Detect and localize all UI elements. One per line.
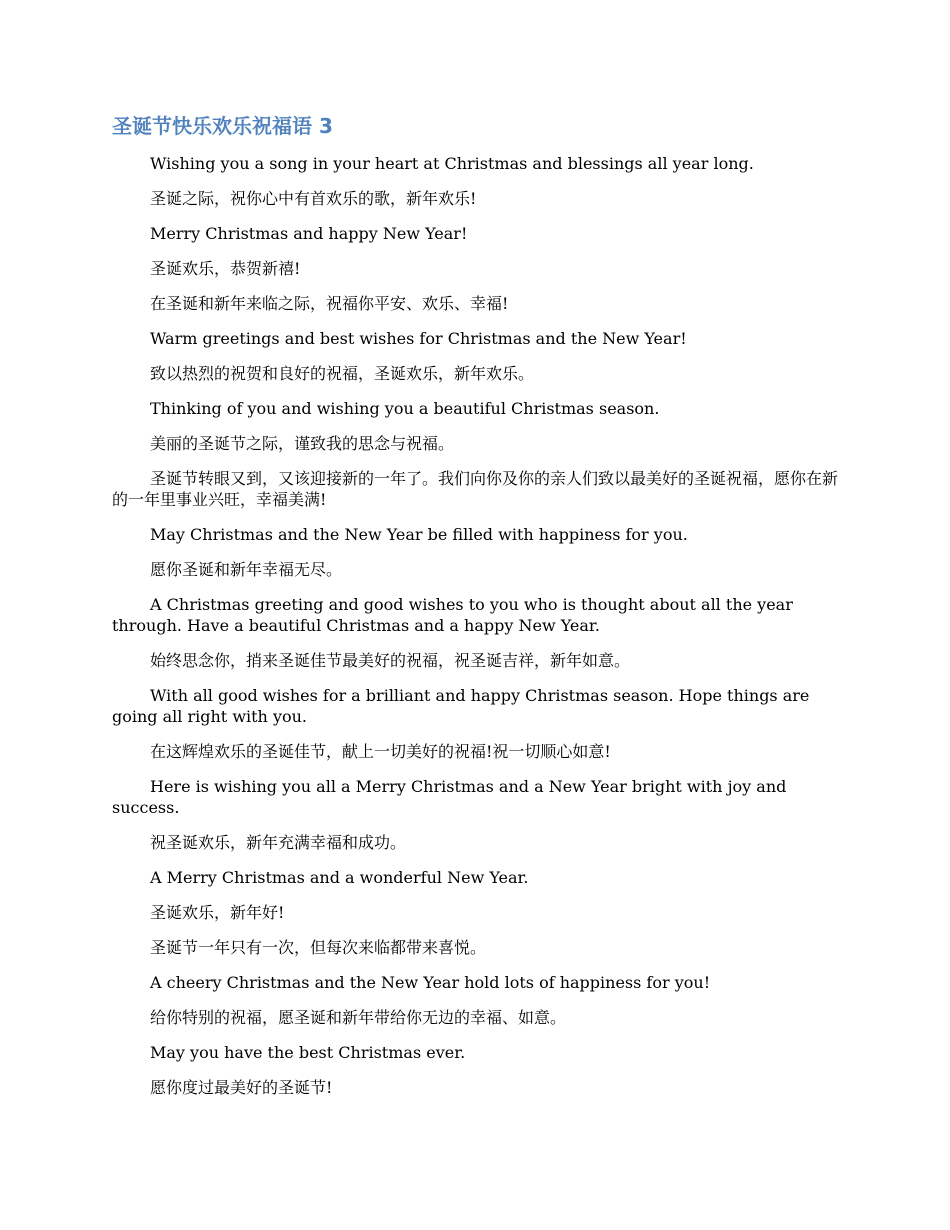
paragraph: May you have the best Christmas ever.	[150, 1043, 466, 1062]
paragraph: 在这辉煌欢乐的圣诞佳节，献上一切美好的祝福!祝一切顺心如意!	[150, 742, 611, 761]
paragraph: Thinking of you and wishing you a beautiful Christmas season.	[150, 399, 660, 418]
paragraph: 圣诞欢乐，新年好!	[150, 903, 285, 922]
paragraph: 致以热烈的祝贺和良好的祝福，圣诞欢乐，新年欢乐。	[150, 364, 535, 383]
paragraph: May Christmas and the New Year be filled with happiness for you.	[150, 525, 688, 544]
paragraph: 圣诞之际，祝你心中有首欢乐的歌，新年欢乐!	[150, 189, 477, 208]
paragraph: 圣诞节转眼又到，又该迎接新的一年了。我们向你及你的亲人们致以最美好的圣诞祝福，愿你在新的一年里事业兴旺，幸福美满!	[112, 469, 839, 509]
paragraph: 给你特别的祝福，愿圣诞和新年带给你无边的幸福、如意。	[150, 1008, 567, 1027]
paragraph: Merry Christmas and happy New Year!	[150, 224, 468, 243]
paragraph: A Christmas greeting and good wishes to you who is thought about all the year through. Have a beautiful Christmas and a happy New Year.	[112, 595, 793, 635]
paragraph: Here is wishing you all a Merry Christmas and a New Year bright with joy and success.	[112, 777, 787, 817]
paragraph: 愿你圣诞和新年幸福无尽。	[150, 560, 343, 579]
paragraph: A Merry Christmas and a wonderful New Year.	[150, 868, 529, 887]
paragraph: 愿你度过最美好的圣诞节!	[150, 1078, 333, 1097]
paragraph: 圣诞节一年只有一次，但每次来临都带来喜悦。	[150, 938, 487, 957]
paragraph: 美丽的圣诞节之际，谨致我的思念与祝福。	[150, 434, 455, 453]
paragraph: With all good wishes for a brilliant and happy Christmas season. Hope things are going all right with you.	[112, 686, 810, 726]
document-heading: 圣诞节快乐欢乐祝福语 3	[112, 114, 333, 138]
paragraph: Wishing you a song in your heart at Christmas and blessings all year long.	[150, 154, 754, 173]
document-body	[112, 153, 840, 1112]
paragraph: A cheery Christmas and the New Year hold lots of happiness for you!	[150, 973, 711, 992]
paragraph: Warm greetings and best wishes for Christmas and the New Year!	[150, 329, 687, 348]
paragraph: 在圣诞和新年来临之际，祝福你平安、欢乐、幸福!	[150, 294, 509, 313]
paragraph: 祝圣诞欢乐，新年充满幸福和成功。	[150, 833, 407, 852]
paragraph: 圣诞欢乐，恭贺新禧!	[150, 259, 301, 278]
paragraph: 始终思念你，捎来圣诞佳节最美好的祝福，祝圣诞吉祥，新年如意。	[150, 651, 631, 670]
